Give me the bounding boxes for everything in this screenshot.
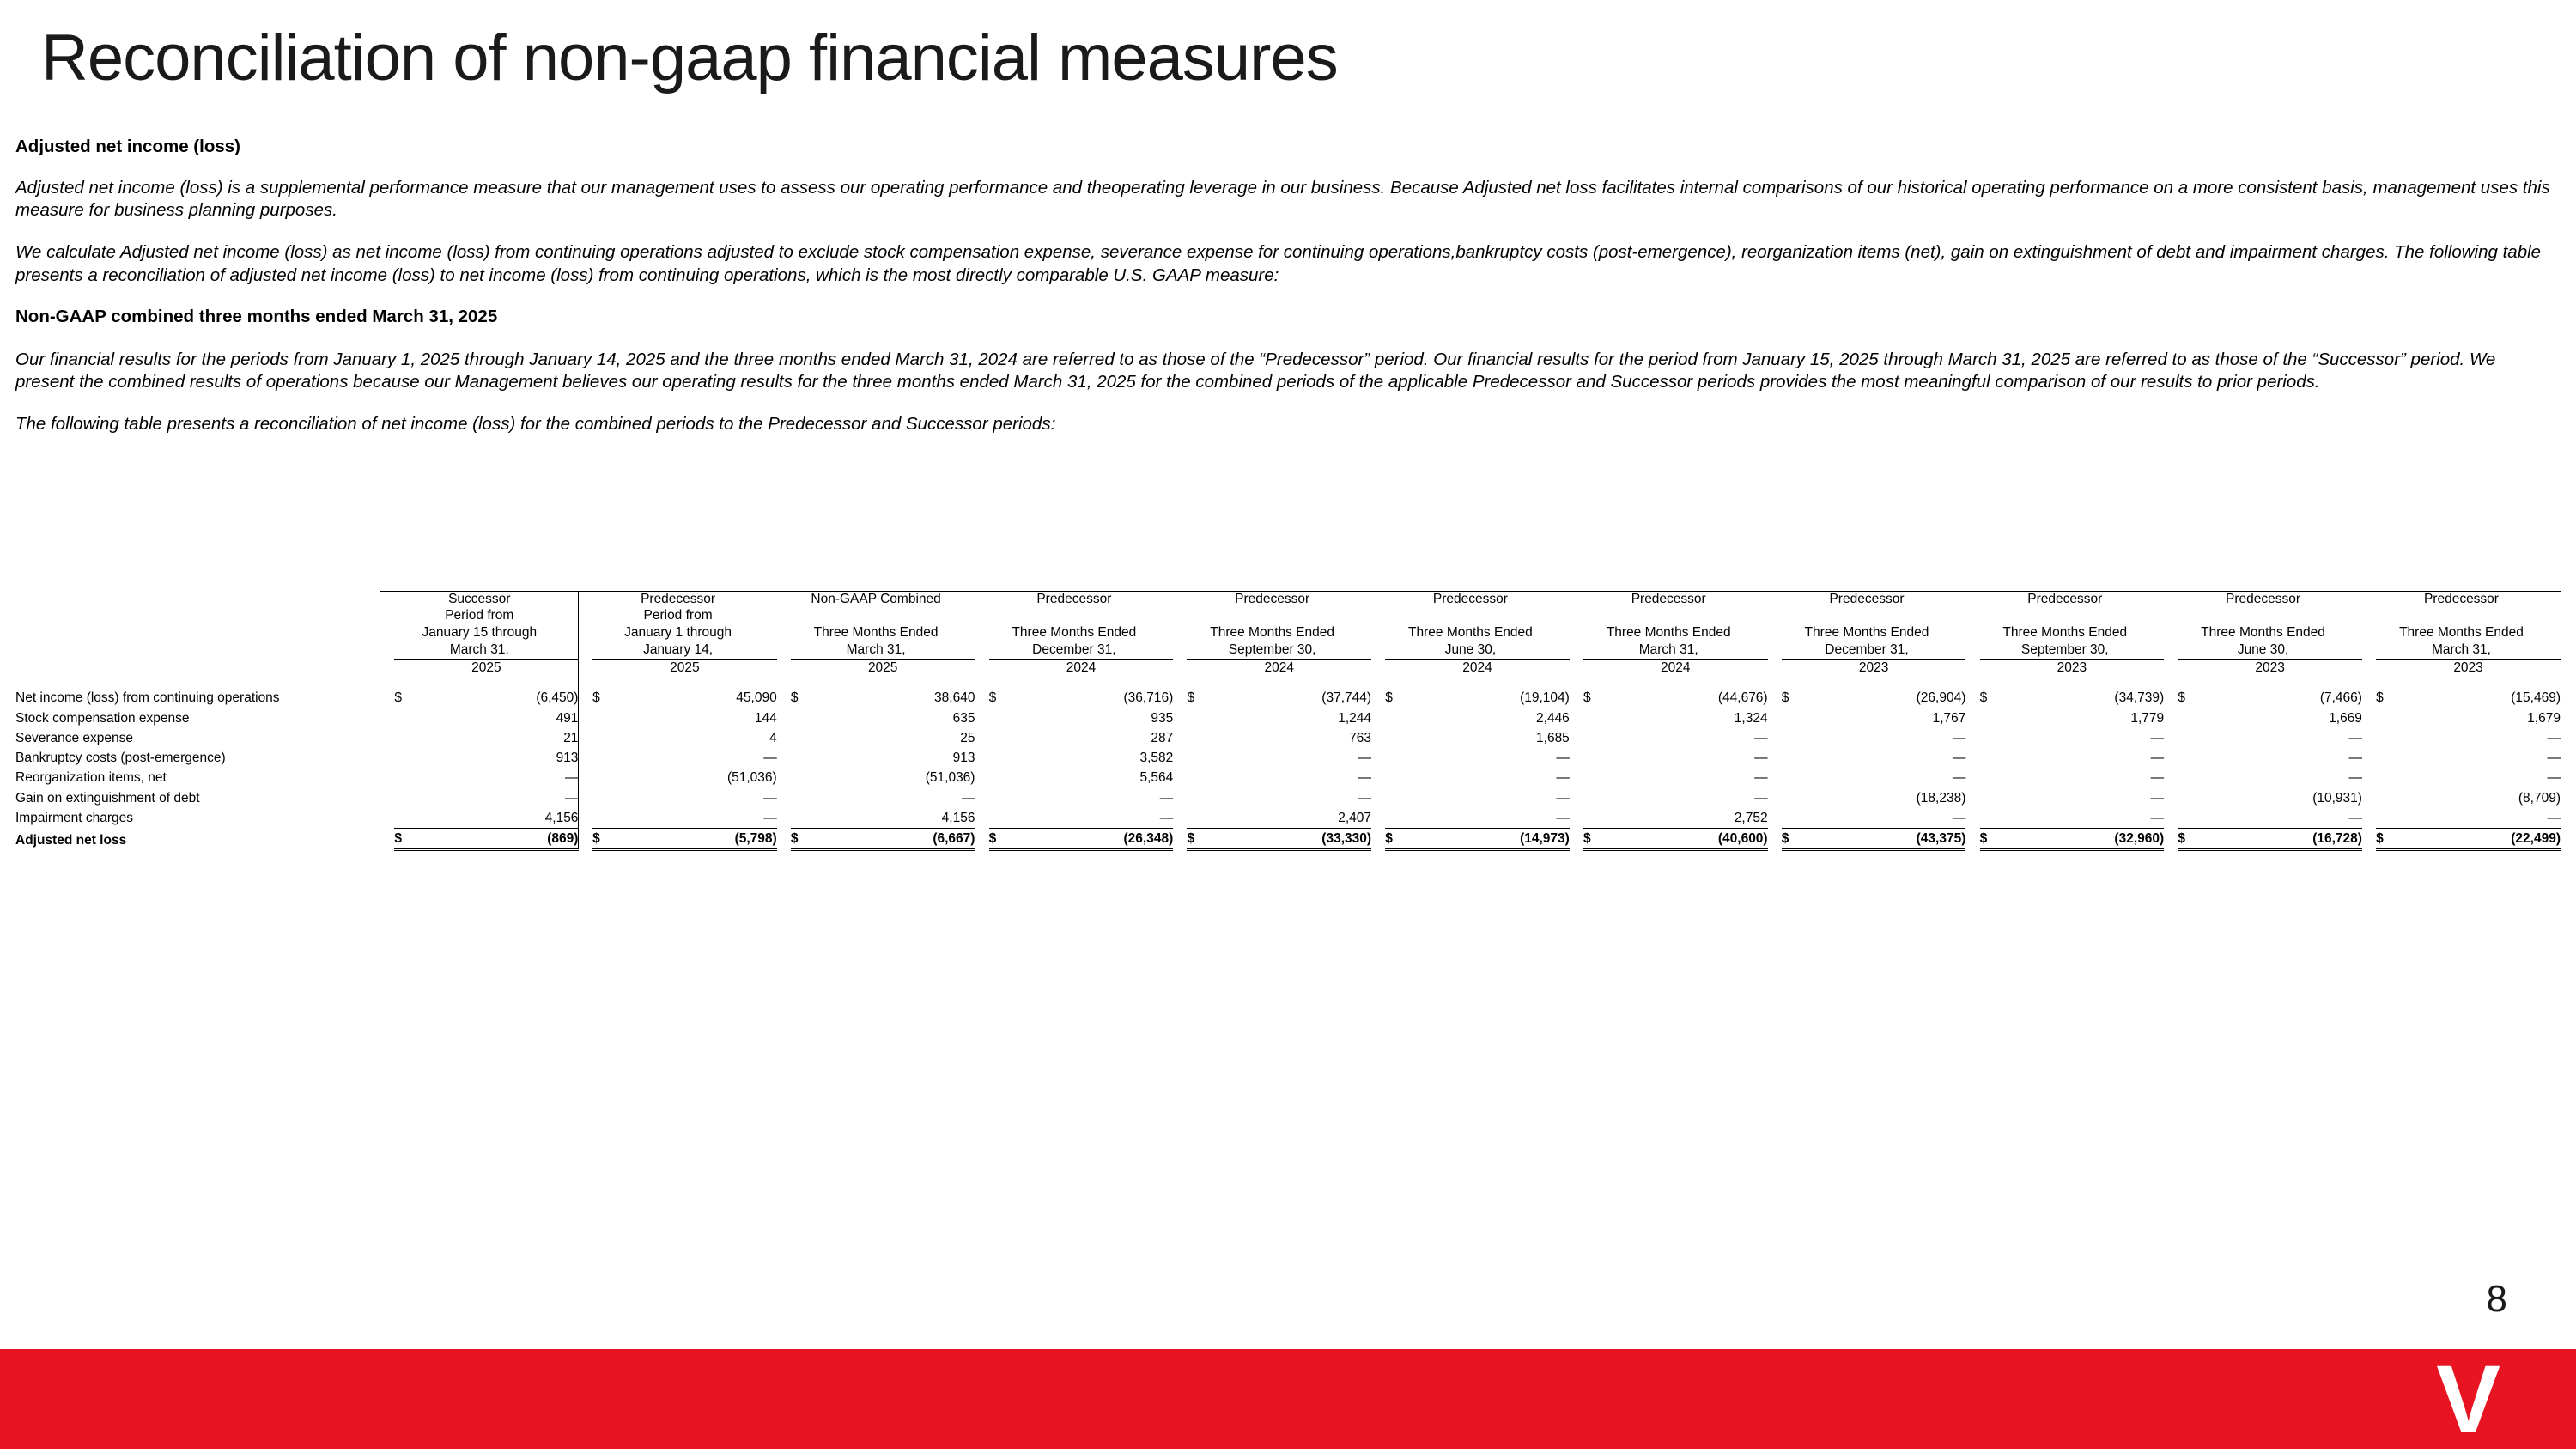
currency-symbol <box>394 708 423 728</box>
paragraph-adjusted-net-income-definition: Adjusted net income (loss) is a supplemental performance measure that our management uses to assess our operating performance and theoperating leverage in our business. Because Adjusted net loss facilitates internal comparisons of our historical operating performance on a more consistent basis, management uses this measure for business planning purposes. <box>15 177 2550 221</box>
column-year-label: 2023 <box>2376 660 2561 678</box>
currency-symbol <box>1583 708 1613 728</box>
table-cell-value: — <box>1556 790 1570 806</box>
row-label: Reorganization items, net <box>15 770 167 786</box>
table-cell-value: 491 <box>556 710 579 726</box>
row-label: Severance expense <box>15 730 134 745</box>
table-cell-value: — <box>2150 751 2165 766</box>
row-label: Net income (loss) from continuing operations <box>15 690 280 706</box>
currency-symbol <box>1980 808 2009 829</box>
table-cell-value: 1,324 <box>1734 710 1768 726</box>
table-cell-value: — <box>1754 790 1768 806</box>
table-row <box>15 688 2561 708</box>
currency-symbol <box>592 808 622 829</box>
table-cell-value: — <box>2547 810 2561 825</box>
table-cell-value: (16,728) <box>2208 829 2362 850</box>
currency-symbol <box>1187 708 1216 728</box>
currency-symbol: $ <box>2178 690 2185 706</box>
table-cell-value: — <box>2547 751 2561 766</box>
column-group-label: Predecessor <box>2164 592 2362 608</box>
currency-symbol: $ <box>1782 829 1811 850</box>
currency-symbol: $ <box>791 829 820 850</box>
currency-symbol <box>1385 808 1414 829</box>
currency-symbol <box>2376 748 2405 768</box>
currency-symbol: $ <box>1980 829 2009 850</box>
currency-symbol <box>1385 708 1414 728</box>
column-period-label: Three Months Ended June 30, <box>2201 625 2325 658</box>
currency-symbol <box>1782 788 1811 808</box>
table-cell-value: — <box>2348 810 2362 825</box>
currency-symbol: $ <box>989 829 1018 850</box>
table-cell-value: — <box>2150 810 2165 825</box>
currency-symbol <box>2376 808 2405 829</box>
table-cell-value: — <box>1159 810 1174 825</box>
table-cell-value: — <box>2547 730 2561 745</box>
row-label: Gain on extinguishment of debt <box>15 790 200 806</box>
table-cell-value: (22,499) <box>2406 829 2561 850</box>
table-cell-value: — <box>2348 751 2362 766</box>
table-cell-value: — <box>1159 790 1174 806</box>
table-cell-value: 4,156 <box>544 810 579 825</box>
table-cell-value: 5,564 <box>1139 770 1174 786</box>
table-cell-value: — <box>2150 730 2165 745</box>
currency-symbol <box>1980 788 2009 808</box>
currency-symbol <box>989 748 1018 768</box>
currency-symbol <box>1583 808 1613 829</box>
non-gaap-combined-heading: Non-GAAP combined three months ended March 31, 2025 <box>15 307 498 327</box>
column-year-label: 2023 <box>2178 660 2362 678</box>
currency-symbol <box>394 728 423 748</box>
currency-symbol <box>592 708 622 728</box>
currency-symbol: $ <box>988 690 997 706</box>
currency-symbol: $ <box>1583 690 1591 706</box>
table-cell-value: (15,469) <box>2511 690 2561 706</box>
row-label: Impairment charges <box>15 811 133 826</box>
row-label: Bankruptcy costs (post-emergence) <box>15 751 226 766</box>
table-cell-value: (33,330) <box>1217 829 1371 850</box>
column-year-label: 2023 <box>1980 660 2165 678</box>
table-cell-value: (26,904) <box>1916 690 1966 706</box>
table-cell-value: — <box>1556 751 1570 766</box>
column-group-label: Predecessor <box>579 592 777 608</box>
table-cell-value: — <box>961 790 975 806</box>
currency-symbol: $ <box>790 690 799 706</box>
currency-symbol <box>791 748 820 768</box>
currency-symbol <box>791 768 820 787</box>
currency-symbol <box>989 768 1018 787</box>
page-number: 8 <box>2486 1278 2507 1320</box>
currency-symbol <box>2178 728 2207 748</box>
column-period-label: Three Months Ended March 31, <box>813 625 939 658</box>
table-cell-value: — <box>2547 770 2561 786</box>
currency-symbol <box>1385 768 1414 787</box>
table-cell-value: — <box>1952 810 1966 825</box>
table-cell-value: 287 <box>1151 730 1174 745</box>
table-cell-value: 1,767 <box>1932 710 1966 726</box>
column-group-label: Non-GAAP Combined <box>777 592 975 608</box>
table-cell-value: (37,744) <box>1321 690 1372 706</box>
table-cell-value: 25 <box>960 730 975 745</box>
table-cell-value: (869) <box>424 829 579 850</box>
currency-symbol <box>592 748 622 768</box>
table-cell-value: — <box>2348 770 2362 786</box>
table-cell-value: (10,931) <box>2312 790 2362 806</box>
currency-symbol: $ <box>394 829 423 850</box>
currency-symbol <box>791 708 820 728</box>
table-cell-value: (26,348) <box>1018 829 1173 850</box>
currency-symbol <box>394 748 423 768</box>
table-total-row <box>15 829 2561 850</box>
currency-symbol: $ <box>2178 829 2207 850</box>
table-cell-value: — <box>2150 770 2165 786</box>
table-cell-value: (18,238) <box>1916 790 1966 806</box>
column-period-label: Period from January 15 through March 31, <box>422 608 538 658</box>
table-cell-value: 635 <box>952 710 975 726</box>
currency-symbol <box>2178 748 2207 768</box>
table-cell-value: — <box>2150 790 2165 806</box>
column-period-label: Three Months Ended March 31, <box>2399 625 2524 658</box>
table-cell-value: 913 <box>556 751 579 766</box>
currency-symbol <box>1187 788 1216 808</box>
table-cell-value: — <box>1754 730 1768 745</box>
currency-symbol <box>1385 788 1414 808</box>
table-cell-value: 3,582 <box>1139 751 1174 766</box>
column-group-label: Predecessor <box>1570 592 1768 608</box>
table-cell-value: 2,752 <box>1734 810 1768 825</box>
table-cell-value: — <box>763 810 777 825</box>
currency-symbol: $ <box>394 690 402 706</box>
page-title: Reconciliation of non-gaap financial measures <box>41 21 1338 94</box>
column-year-label: 2025 <box>592 660 777 678</box>
table-cell-value: (5,798) <box>623 829 777 850</box>
table-cell-value: 4,156 <box>941 810 975 825</box>
column-group-label: Predecessor <box>1768 592 1966 608</box>
currency-symbol <box>592 728 622 748</box>
column-year-label: 2025 <box>791 660 975 678</box>
reconciliation-table <box>15 591 2561 851</box>
table-cell-value: 913 <box>952 751 975 766</box>
currency-symbol <box>1583 728 1613 748</box>
table-row <box>15 748 2561 768</box>
table-cell-value: — <box>1358 770 1372 786</box>
table-cell-value: — <box>1754 770 1768 786</box>
column-year-label: 2024 <box>1187 660 1371 678</box>
table-cell-value: 2,407 <box>1338 810 1372 825</box>
currency-symbol <box>791 808 820 829</box>
currency-symbol <box>592 788 622 808</box>
currency-symbol <box>2178 788 2207 808</box>
currency-symbol <box>1980 768 2009 787</box>
currency-symbol <box>2376 768 2405 787</box>
table-cell-value: 21 <box>563 730 579 745</box>
table-cell-value: — <box>564 790 579 806</box>
currency-symbol: $ <box>2376 690 2384 706</box>
currency-symbol <box>1782 708 1811 728</box>
table-cell-value: — <box>1556 810 1570 825</box>
currency-symbol <box>1980 728 2009 748</box>
table-cell-value: 38,640 <box>934 690 975 706</box>
currency-symbol: $ <box>1583 829 1613 850</box>
currency-symbol: $ <box>592 690 600 706</box>
table-cell-value: — <box>1952 730 1966 745</box>
body-content <box>15 136 2557 455</box>
currency-symbol <box>1782 728 1811 748</box>
currency-symbol <box>989 788 1018 808</box>
currency-symbol: $ <box>1385 829 1414 850</box>
footer-accent-bar <box>0 1346 2576 1453</box>
table-cell-value: (51,036) <box>726 770 777 786</box>
currency-symbol <box>1782 768 1811 787</box>
currency-symbol <box>1187 808 1216 829</box>
column-group-label: Successor <box>380 592 579 608</box>
table-cell-value: (7,466) <box>2319 690 2362 706</box>
currency-symbol: $ <box>1187 829 1216 850</box>
table-cell-value: 763 <box>1349 730 1372 745</box>
currency-symbol <box>1187 728 1216 748</box>
currency-symbol <box>989 728 1018 748</box>
table-cell-value: 1,244 <box>1338 710 1372 726</box>
currency-symbol: $ <box>1385 690 1393 706</box>
table-cell-value: — <box>1952 751 1966 766</box>
table-header-spacer <box>15 678 2561 689</box>
currency-symbol <box>989 808 1018 829</box>
table-cell-value: — <box>763 790 777 806</box>
table-row <box>15 788 2561 808</box>
table-cell-value: (43,375) <box>1811 829 1965 850</box>
column-year-label: 2024 <box>989 660 1174 678</box>
column-group-label: Predecessor <box>1173 592 1371 608</box>
currency-symbol <box>1187 748 1216 768</box>
currency-symbol <box>1583 748 1613 768</box>
currency-symbol <box>1583 788 1613 808</box>
currency-symbol <box>394 808 423 829</box>
currency-symbol <box>989 708 1018 728</box>
table-cell-value: — <box>1952 770 1966 786</box>
currency-symbol <box>2376 708 2405 728</box>
table-cell-value: — <box>1754 751 1768 766</box>
table-row <box>15 708 2561 728</box>
currency-symbol: $ <box>2376 829 2405 850</box>
column-period-label: Three Months Ended March 31, <box>1606 625 1731 658</box>
column-group-label: Predecessor <box>975 592 1173 608</box>
company-logo: V <box>2436 1346 2499 1453</box>
currency-symbol: $ <box>1979 690 1988 706</box>
column-year-label: 2024 <box>1385 660 1570 678</box>
column-period-label: Period from January 1 through January 14, <box>579 607 777 660</box>
table-cell-value: 1,679 <box>2527 710 2561 726</box>
currency-symbol: $ <box>1781 690 1789 706</box>
currency-symbol <box>1187 768 1216 787</box>
table-cell-value: — <box>1358 790 1372 806</box>
table-cell-value: (51,036) <box>925 770 975 786</box>
table-row <box>15 728 2561 748</box>
currency-symbol <box>1385 728 1414 748</box>
table-cell-value: — <box>564 770 579 786</box>
paragraph-calculation-method: We calculate Adjusted net income (loss) as net income (loss) from continuing operations adjusted to exclude stock compensation expense, severance expense for continuing operations,bankruptcy costs (post-emergence), reorganization items (net), gain on extinguishment of debt and impairment charges. The following table presents a reconciliation of adjusted net income (loss) to net income (loss) from continuing operations, which is the most directly comparable U.S. GAAP measure: <box>15 241 2542 285</box>
table-cell-value: — <box>763 751 777 766</box>
table-cell-value: (32,960) <box>2009 829 2164 850</box>
column-period-label: Three Months Ended June 30, <box>1408 625 1533 658</box>
table-cell-value: (19,104) <box>1520 690 1570 706</box>
table-cell-value: 1,685 <box>1536 730 1570 745</box>
table-cell-value: — <box>1556 770 1570 786</box>
currency-symbol <box>2376 788 2405 808</box>
table-cell-value: 935 <box>1151 710 1174 726</box>
column-period-label: Three Months Ended September 30, <box>1210 625 1335 658</box>
table-row <box>15 768 2561 787</box>
table-header-period-row <box>15 607 2561 660</box>
table-cell-value: (34,739) <box>2114 690 2165 706</box>
table-row <box>15 808 2561 829</box>
paragraph-table-lead-in: The following table presents a reconciliation of net income (loss) for the combined periods to the Predecessor and Successor periods: <box>15 414 1056 435</box>
table-header-year-row <box>15 660 2561 678</box>
reconciliation-table-container <box>15 591 2561 851</box>
column-group-label: Predecessor <box>2362 592 2561 608</box>
table-cell-value: — <box>1358 751 1372 766</box>
table-head <box>15 592 2561 689</box>
column-year-label: 2023 <box>1782 660 1966 678</box>
table-cell-value: (40,600) <box>1613 829 1767 850</box>
table-body <box>15 688 2561 850</box>
currency-symbol <box>2178 808 2207 829</box>
table-cell-value: 2,446 <box>1536 710 1570 726</box>
currency-symbol <box>1980 748 2009 768</box>
table-cell-value: 45,090 <box>736 690 777 706</box>
table-header-group-row <box>15 592 2561 608</box>
table-cell-value: 144 <box>754 710 777 726</box>
table-cell-value: 4 <box>769 730 777 745</box>
table-cell-value: (44,676) <box>1717 690 1768 706</box>
paragraph-predecessor-successor: Our financial results for the periods from January 1, 2025 through January 14, 2025 and the three months ended March 31, 2024 are referred to as those of the “Predecessor” period. Our financial results for the period from January 15, 2025 through March 31, 2025 are referred to as those of the “Successor” period. We present the combined results of operations because our Management believes our operating results for the three months ended March 31, 2025 for the combined periods of the applicable Predecessor and Successor periods provides the most meaningful comparison of our results to prior periods. <box>15 349 2496 392</box>
table-cell-value: (6,450) <box>536 690 579 706</box>
column-group-label: Predecessor <box>1965 592 2164 608</box>
table-cell-value: (36,716) <box>1123 690 1174 706</box>
currency-symbol <box>1980 708 2009 728</box>
currency-symbol <box>791 728 820 748</box>
section-heading: Adjusted net income (loss) <box>15 137 240 156</box>
table-cell-value: (6,667) <box>820 829 975 850</box>
column-year-label: 2024 <box>1583 660 1768 678</box>
currency-symbol <box>592 768 622 787</box>
currency-symbol <box>1782 748 1811 768</box>
currency-symbol: $ <box>1187 690 1195 706</box>
column-period-label: Three Months Ended December 31, <box>1012 625 1137 658</box>
currency-symbol <box>1583 768 1613 787</box>
currency-symbol <box>394 768 423 787</box>
column-group-label: Predecessor <box>1371 592 1570 608</box>
table-cell-value: (14,973) <box>1415 829 1570 850</box>
row-label: Adjusted net loss <box>15 832 127 848</box>
currency-symbol <box>791 788 820 808</box>
currency-symbol <box>1782 808 1811 829</box>
table-cell-value: (8,709) <box>2518 790 2561 806</box>
row-label: Stock compensation expense <box>15 710 190 726</box>
column-period-label: Three Months Ended December 31, <box>1804 625 1929 658</box>
table-cell-value: 1,779 <box>2130 710 2165 726</box>
currency-symbol: $ <box>592 829 622 850</box>
column-year-label: 2025 <box>394 660 579 678</box>
table-cell-value: 1,669 <box>2329 710 2362 726</box>
currency-symbol <box>1385 748 1414 768</box>
table-cell-value: — <box>2348 730 2362 745</box>
currency-symbol <box>2376 728 2405 748</box>
currency-symbol <box>2178 708 2207 728</box>
currency-symbol <box>394 788 423 808</box>
column-period-label: Three Months Ended September 30, <box>2002 625 2128 658</box>
currency-symbol <box>2178 768 2207 787</box>
